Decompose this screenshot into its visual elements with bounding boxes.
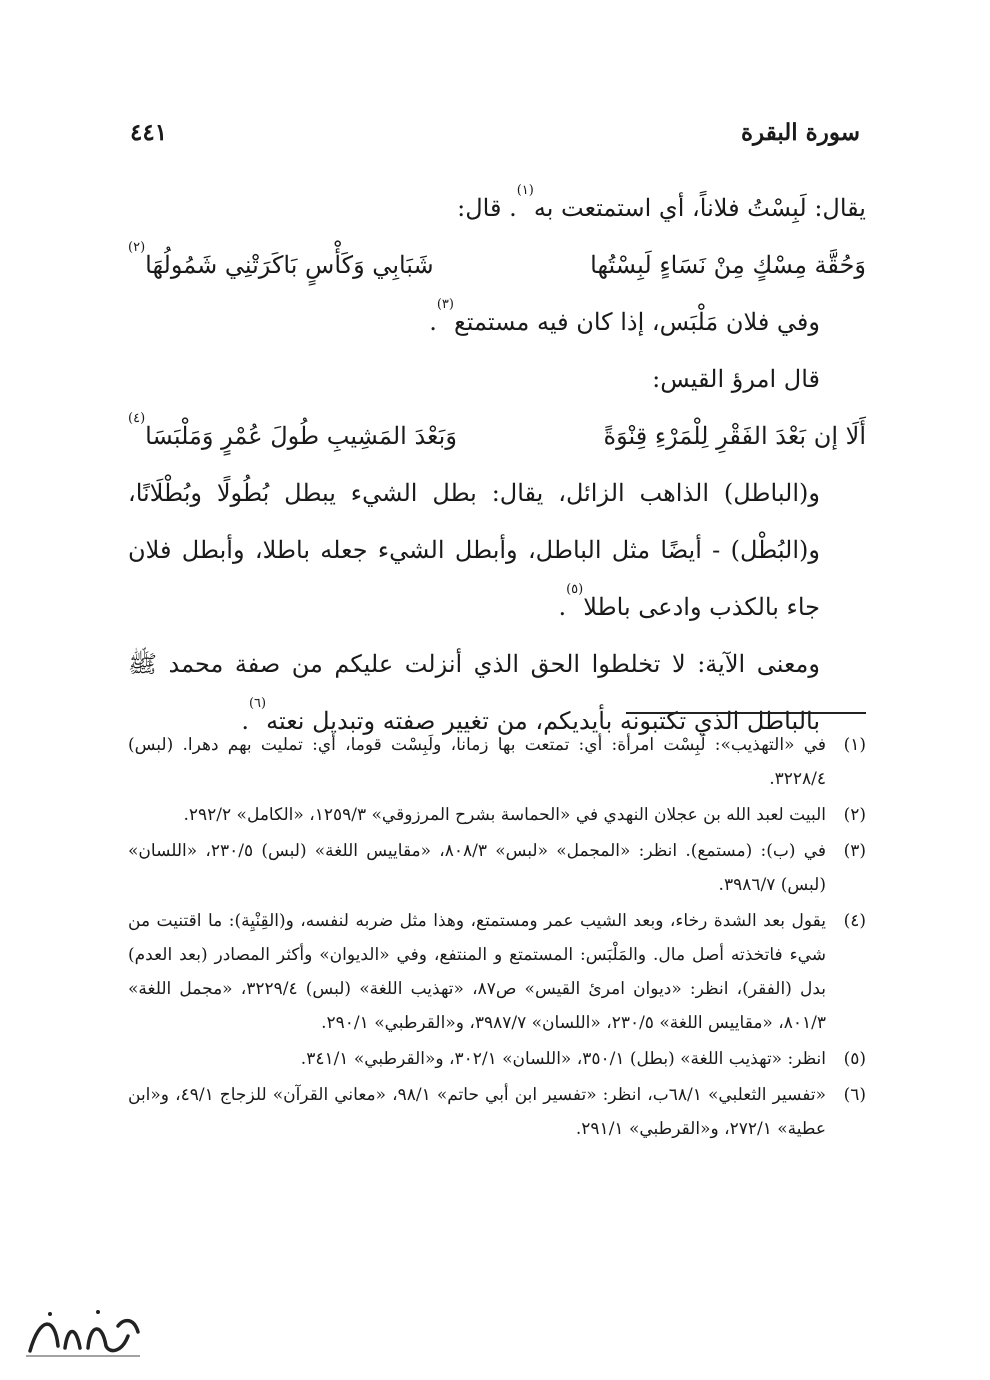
footnote-ref: (١) (516, 183, 534, 198)
footnote-number: (٦) (843, 1085, 866, 1105)
footnote-number: (١) (843, 735, 866, 755)
poetry-verse-1 (128, 237, 866, 294)
main-text (128, 180, 866, 750)
footnote-text: يقول بعد الشدة رخاء، وبعد الشيب عمر ومستمتع، وهذا مثل ضربه لنفسه، و(القِنْيِة): ما اقتنيت من شيء فاتخذته أصل مال. والمَلْبَس: المستمتع و المنتفع، وفي «الديوان» وأكثر المصادر (بعد العدم) بدل (الفقر)، انظر: «ديوان امرئ القيس» ص٨٧، «تهذيب اللغة» (لبس) ٣٢٢٩/٤، «مجمل اللغة» ٨٠١/٣، «مقاييس اللغة» ٢٣٠/٥، «اللسان» ٣٩٨٧/٧، و«القرطبي» ٢٩٠/١. (128, 911, 826, 1033)
footnote-ref: (٢) (128, 240, 146, 255)
paragraph-3: قال امرؤ القيس: (652, 365, 820, 393)
verse-hemistich: وَبَعْدَ المَشِيبِ طُولَ عُمْرٍ وَمَلْبَسَا$^{(٤)}$ (128, 411, 457, 450)
footnote-ref: (٤) (128, 411, 146, 426)
footnote-text: في «التهذيب»: لَبِسْت امرأة: أي: تمتعت بها زمانا، ولَبِسْت قوما، أي: تمليت بهم دهرا. (لبس) ٣٢٢٨/٤. (128, 735, 826, 789)
verse-hemistich: أَلَا إن بَعْدَ الفَقْرِ لِلْمَرْءِ قِنْوَةً (603, 422, 866, 450)
paragraph-1: يقال: لَبِسْتُ فلاناً، أي استمتعت به$^{(١)}$. قال: (457, 183, 866, 222)
footnote-number: (٤) (843, 911, 866, 931)
footnote-ref: (٥) (566, 582, 584, 597)
footnote-1 (128, 728, 866, 796)
watermark-logo (10, 1296, 150, 1366)
verse-hemistich: وَحُقَّة مِسْكٍ مِنْ نَسَاءٍ لَبِسْتُها (590, 251, 866, 279)
footnote-text: في (ب): (مستمع). انظر: «المجمل» «لبس» ٨٠٨/٣، «مقاييس اللغة» (لبس) ٢٣٠/٥، «اللسان» (لبس) ٣٩٨٦/٧. (128, 841, 826, 895)
footnote-3 (128, 834, 866, 902)
footnote-2 (128, 798, 866, 832)
surah-title: سورة البقرة (740, 118, 860, 146)
footnote-4 (128, 904, 866, 1040)
poetry-verse-2 (128, 408, 866, 465)
footnotes (128, 728, 866, 1148)
footnote-6 (128, 1078, 866, 1146)
footnote-text: البيت لعبد الله بن عجلان النهدي في «الحماسة بشرح المرزوقي» ١٢٥٩/٣، «الكامل» ٢٩٢/٢. (183, 805, 826, 825)
footnote-5 (128, 1042, 866, 1076)
footnote-text: انظر: «تهذيب اللغة» (بطل) ٣٥٠/١، «اللسان» ٣٠٢/١، و«القرطبي» ٣٤١/١. (300, 1049, 826, 1069)
footnote-text: «تفسير الثعلبي» ٦٨/١ب، انظر: «تفسير ابن أبي حاتم» ٩٨/١، «معاني القرآن» للزجاج ٤٩/١، و«ابن عطية» ٢٧٢/١، و«القرطبي» ٢٩١/١. (128, 1085, 827, 1139)
footnote-divider (626, 712, 866, 714)
footnote-number: (٢) (843, 805, 866, 825)
footnote-ref: (٦) (248, 696, 267, 711)
footnote-ref: (٣) (436, 297, 454, 312)
page-header (130, 112, 860, 152)
paragraph-5: ومعنى الآية: لا تخلطوا الحق الذي أنزلت عليكم من صفة محمد ﷺ بالباطل الذي تكتبونه بأيديكم، من تغيير صفته وتبديل نعته$^{(٦)}$. (128, 650, 820, 735)
paragraph-2: وفي فلان مَلْبَس، إذا كان فيه مستمتع$^{(٣)}$. (429, 297, 820, 336)
footnote-number: (٣) (843, 841, 866, 861)
footnote-number: (٥) (843, 1049, 866, 1069)
page-number: ٤٤١ (130, 118, 168, 146)
verse-hemistich: شَبَابِي وَكَأْسٍ بَاكَرَتْنِي شَمُولُهَا$^{(٢)}$ (128, 240, 434, 279)
paragraph-4: و(الباطل) الذاهب الزائل، يقال: بطل الشيء يبطل بُطُولًا وبُطْلَانًا، و(البُطْل) - أيضًا مثل الباطل، وأبطل الشيء جعله باطلا، وأبطل فلان جاء بالكذب وادعى باطلا$^{(٥)}$. (128, 479, 820, 621)
